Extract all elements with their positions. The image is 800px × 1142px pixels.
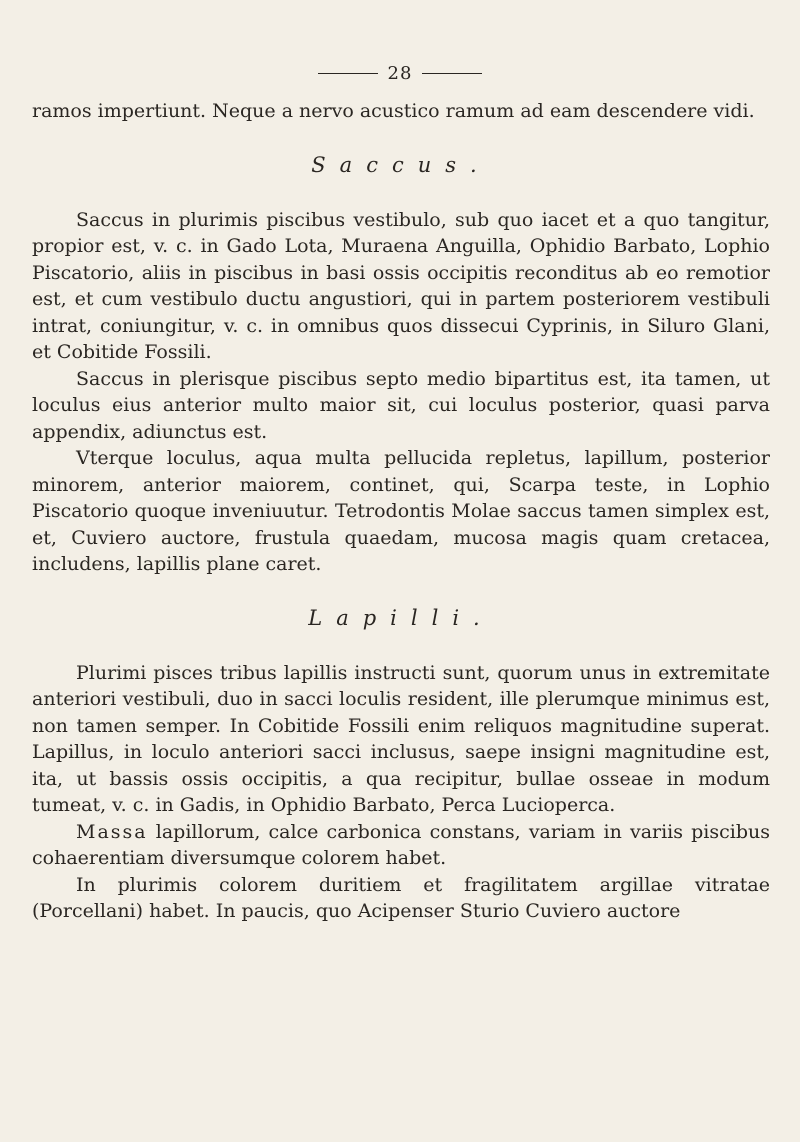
header-rule-right	[422, 73, 482, 74]
intro-paragraph: ramos impertiunt. Neque a nervo acustico ramum ad eam descendere vidi.	[32, 100, 755, 122]
massa-paragraph	[32, 819, 770, 872]
section-heading-lapilli: Lapilli.	[308, 605, 494, 630]
last-paragraph: In plurimis colorem duritiem et fragilitatem argillae vitratae (Porcellani) habet. In paucis, quo Acipenser Sturio Cuviero auctore	[32, 873, 770, 922]
massa-lead: Massa	[76, 820, 148, 843]
saccus-paragraph-3: Vterque loculus, aqua multa pellucida repletus, lapillum, posterior minorem, anterior maiorem, continet, qui, Scarpa teste, in Lophio Piscatorio quoque inveniuutur. Tetrodontis Molae saccus tamen simplex est, et, Cuviero auctore, frustula quaedam, mucosa magis quam cretacea, includens, lapillis plane caret.	[32, 447, 770, 575]
page-header	[0, 58, 800, 88]
page-body	[32, 98, 770, 925]
page-number: 28	[387, 62, 413, 84]
massa-rest: lapillorum, calce carbonica constans, variam in variis piscibus cohaerentiam diversumque colorem habet.	[32, 820, 770, 869]
header-rule-left	[318, 73, 378, 74]
saccus-paragraph-1: Saccus in plurimis piscibus vestibulo, sub quo iacet et a quo tangitur, propior est, v. c. in Gado Lota, Muraena Anguilla, Ophidio Barbato, Lophio Piscatorio, aliis in piscibus in basi ossis occipitis reconditus ab eo remotior est, et cum vestibulo ductu angustiori, qui in partem posteriorem vestibuli intrat, coniungitur, v. c. in omnibus quos dissecui Cyprinis, in Siluro Glani, et Cobitide Fossili.	[32, 208, 770, 363]
lapilli-paragraph-1: Plurimi pisces tribus lapillis instructi sunt, quorum unus in extremitate anteriori vestibuli, duo in sacci loculis resident, ille plerumque minimus est, non tamen semper. In Cobitide Fossili enim reliquos magnitudine superat. Lapillus, in loculo anteriori sacci inclusus, saepe insigni magnitudine est, ita, ut bassis ossis occipitis, a qua recipitur, bullae osseae in modum tumeat, v. c. in Gadis, in Ophidio Barbato, Perca Lucioperca.	[32, 661, 770, 816]
saccus-paragraph-2: Saccus in plerisque piscibus septo medio bipartitus est, ita tamen, ut loculus eius anterior multo maior sit, cui loculus posterior, quasi parva appendix, adiunctus est.	[32, 367, 770, 443]
section-heading-saccus: Saccus.	[311, 152, 491, 177]
